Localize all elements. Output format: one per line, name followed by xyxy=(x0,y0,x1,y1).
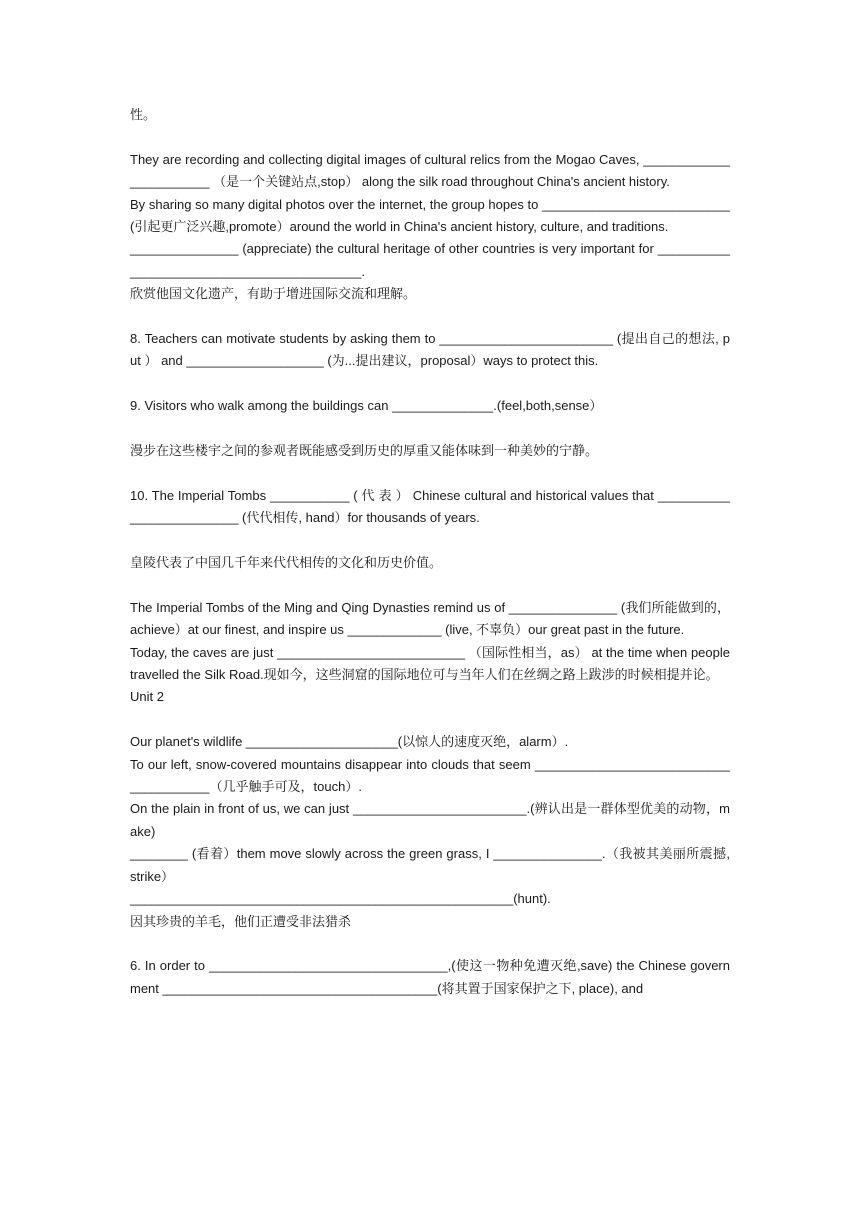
text-paragraph: By sharing so many digital photos over the internet, the group hopes to __________________________(引起更广泛兴趣,promote）around the world in China's ancient history, culture, and traditions. xyxy=(130,196,730,235)
text-line: _____________________________________________________(hunt). xyxy=(130,891,551,907)
text-paragraph: Our planet's wildlife _____________________(以惊人的速度灭绝，alarm）. xyxy=(130,734,569,750)
text-paragraph: On the plain in front of us, we can just ________________________.(辨认出是一群体型优美的动物，make) xyxy=(130,801,730,839)
text-paragraph: Today, the caves are just __________________________ （国际性相当，as） at the time when people travelled the Silk Road.现如今，这些洞窟的国际地位可与当年人们在丝绸之路上跋涉的时候相提并论。 xyxy=(130,644,730,683)
blank-line xyxy=(130,306,730,328)
text-paragraph: To our left, snow-covered mountains disappear into clouds that seem ______________________________________（几乎触手可及，touch）. xyxy=(130,756,730,795)
text-line: 皇陵代表了中国几千年来代代相传的文化和历史价值。 xyxy=(130,555,443,571)
blank-line xyxy=(130,933,730,955)
text-paragraph: They are recording and collecting digital images of cultural relics from the Mogao Caves, _______________________ （是一个关键站点,stop） along the silk road throughout China's ancient history. xyxy=(130,151,730,190)
blank-line xyxy=(130,574,730,596)
text-line: 因其珍贵的羊毛，他们正遭受非法猎杀 xyxy=(130,913,352,929)
document-page xyxy=(130,104,730,1000)
text-paragraph: The Imperial Tombs of the Ming and Qing Dynasties remind us of _______________ (我们所能做到的，achieve）at our finest, and inspire us _____________ (live, 不辜负）our great past in the future. xyxy=(130,599,730,638)
blank-line xyxy=(130,373,730,395)
question-8: 8. Teachers can motivate students by asking them to ________________________ (提出自己的想法, put ） and ___________________ (为...提出建议，proposal）ways to protect this. xyxy=(130,331,730,369)
text-paragraph: ________ (看着）them move slowly across the green grass, I _______________.（我被其美丽所震撼, strike） xyxy=(130,846,730,884)
question-10: 10. The Imperial Tombs ___________ ( 代 表 ） Chinese cultural and historical values that _________________________ (代代相传, hand）for thousands of years. xyxy=(130,487,730,526)
unit-heading: Unit 2 xyxy=(130,689,164,705)
text-line: 漫步在这些楼宇之间的参观者既能感受到历史的厚重又能体味到一种美妙的宁静。 xyxy=(130,443,599,459)
blank-line xyxy=(130,530,730,552)
blank-line xyxy=(130,418,730,440)
blank-line xyxy=(130,126,730,148)
text-line: 性。 xyxy=(130,107,157,122)
question-6: 6. In order to _________________________________,(使这一物种免遭灭绝,save) the Chinese government ______________________________________(将其置于国家保护之下, place), and xyxy=(130,958,730,996)
blank-line xyxy=(130,709,730,731)
text-paragraph: _______________ (appreciate) the cultural heritage of other countries is very important for __________________________________________. xyxy=(130,241,730,279)
text-line: 欣赏他国文化遗产，有助于增进国际交流和理解。 xyxy=(130,286,417,302)
blank-line xyxy=(130,462,730,484)
question-9: 9. Visitors who walk among the buildings can ______________.(feel,both,sense） xyxy=(130,398,603,414)
